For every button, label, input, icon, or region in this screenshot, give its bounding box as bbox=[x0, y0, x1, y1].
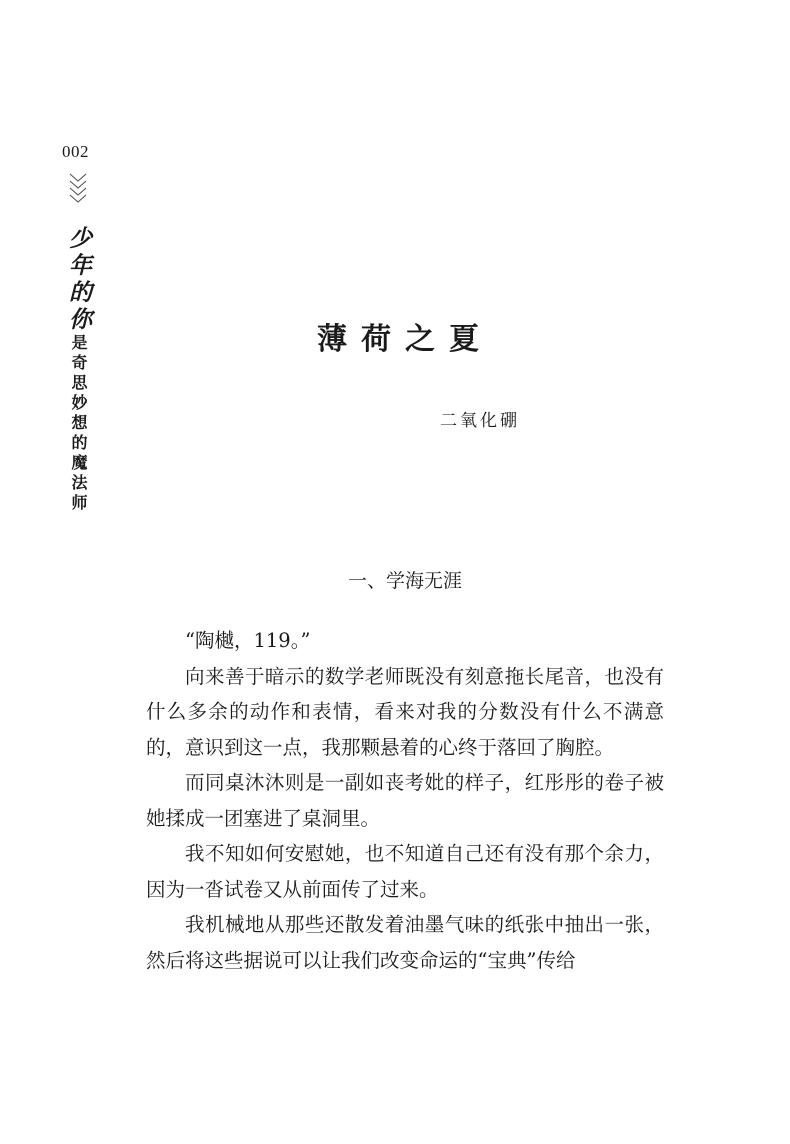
section-heading: 一、学海无涯 bbox=[347, 570, 462, 592]
paragraph: 而同桌沐沐则是一副如丧考妣的样子，红彤彤的卷子被她揉成一团塞进了桌洞里。 bbox=[146, 771, 664, 830]
chevron-down-icon bbox=[68, 172, 88, 212]
article-author: 二氧化硼 bbox=[440, 411, 520, 431]
paragraph: “陶樾，119。” bbox=[185, 629, 311, 652]
book-title-vertical bbox=[63, 226, 93, 514]
page-number: 002 bbox=[62, 142, 89, 161]
article-body bbox=[146, 623, 664, 978]
paragraph: 我不知如何安慰她，也不知道自己还有没有那个余力，因为一沓试卷又从前面传了过来。 bbox=[146, 842, 664, 901]
book-title-sub: 是奇思妙想的魔法师 bbox=[69, 334, 88, 514]
paragraph: 我机械地从那些还散发着油墨气味的纸张中抽出一张，然后将这些据说可以让我们改变命运的“宝典”传给 bbox=[146, 913, 664, 972]
paragraph: 向来善于暗示的数学老师既没有刻意拖长尾音，也没有什么多余的动作和表情，看来对我的分数没有什么不满意的，意识到这一点，我那颗悬着的心终于落回了胸腔。 bbox=[146, 664, 664, 759]
book-title-main: 少年的你 bbox=[65, 226, 92, 334]
article-title: 薄荷之夏 bbox=[317, 322, 493, 357]
